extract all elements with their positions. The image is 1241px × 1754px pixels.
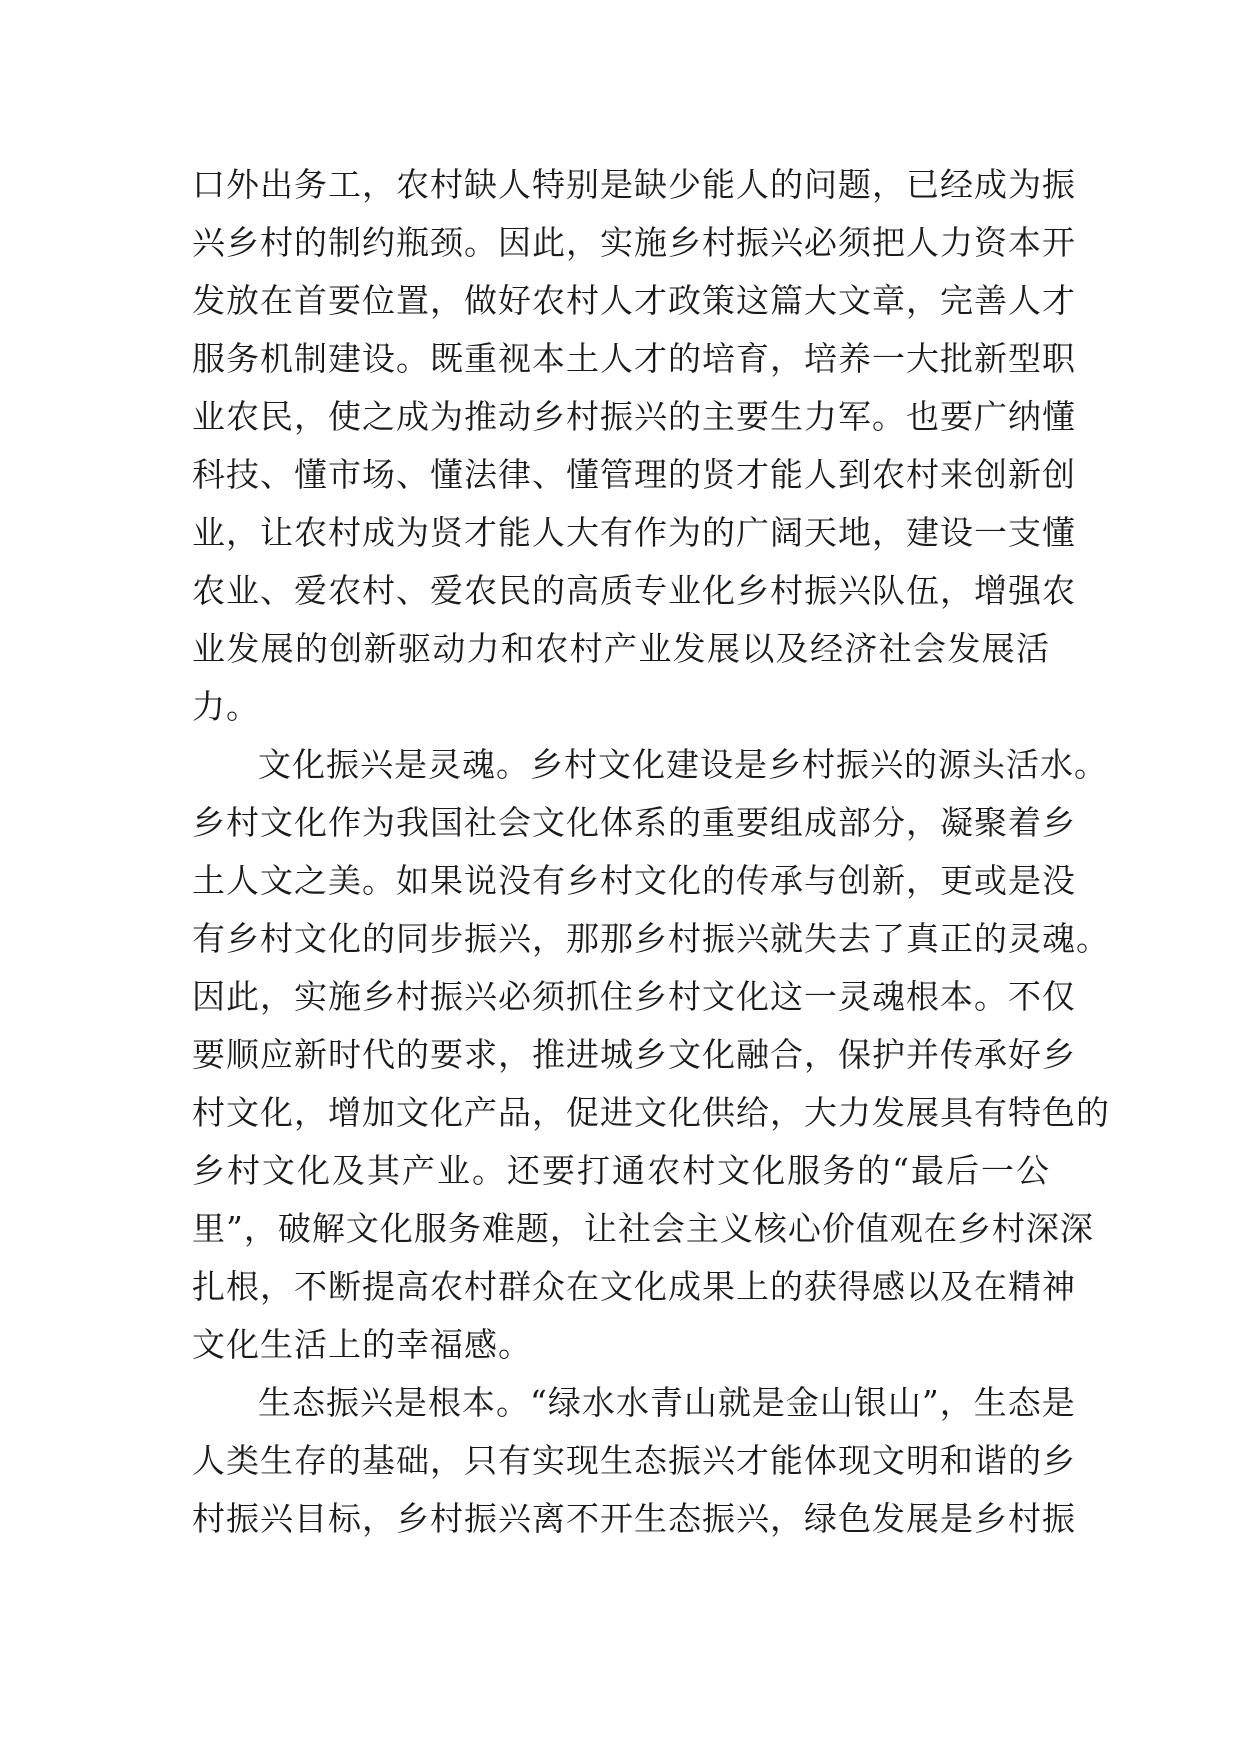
text-line: 人类生存的基础，只有实现生态振兴才能体现文明和谐的乡 bbox=[192, 1441, 1076, 1480]
text-line: 要顺应新时代的要求，推进城乡文化融合，保护并传承好乡 bbox=[192, 1035, 1076, 1074]
text-line: 村文化，增加文化产品，促进文化供给，大力发展具有特色的 bbox=[192, 1093, 1110, 1132]
text-line: 里”，破解文化服务难题，让社会主义核心价值观在乡村深深 bbox=[192, 1209, 1094, 1248]
paragraph-culture bbox=[192, 736, 1110, 1374]
text-line: 服务机制建设。既重视本土人才的培育，培养一大批新型职 bbox=[192, 339, 1076, 378]
text-line: 因此，实施乡村振兴必须抓住乡村文化这一灵魂根本。不仅 bbox=[192, 977, 1076, 1016]
text-line: 扎根，不断提高农村群众在文化成果上的获得感以及在精神 bbox=[192, 1267, 1076, 1306]
text-line: 科技、懂市场、懂法律、懂管理的贤才能人到农村来创新创 bbox=[192, 455, 1076, 494]
paragraph-ecology bbox=[192, 1374, 1076, 1548]
text-line: 文化生活上的幸福感。 bbox=[192, 1325, 532, 1364]
document-page bbox=[192, 156, 1110, 1548]
text-line: 发放在首要位置，做好农村人才政策这篇大文章，完善人才 bbox=[192, 281, 1076, 320]
text-line: 农业、爱农村、爱农民的高质专业化乡村振兴队伍，增强农 bbox=[192, 571, 1076, 610]
text-line: 村振兴目标，乡村振兴离不开生态振兴，绿色发展是乡村振 bbox=[192, 1499, 1076, 1538]
text-line: 业农民，使之成为推动乡村振兴的主要生力军。也要广纳懂 bbox=[192, 397, 1076, 436]
text-line: 口外出务工，农村缺人特别是缺少能人的问题，已经成为振 bbox=[192, 165, 1076, 204]
text-line: 土人文之美。如果说没有乡村文化的传承与创新，更或是没 bbox=[192, 861, 1076, 900]
text-line: 业，让农村成为贤才能人大有作为的广阔天地，建设一支懂 bbox=[192, 513, 1076, 552]
text-line: 生态振兴是根本。“绿水水青山就是金山银山”，生态是 bbox=[258, 1383, 1076, 1422]
text-line: 文化振兴是灵魂。乡村文化建设是乡村振兴的源头活水。 bbox=[258, 745, 1108, 784]
paragraph-talent bbox=[192, 156, 1076, 736]
text-line: 乡村文化作为我国社会文化体系的重要组成部分，凝聚着乡 bbox=[192, 803, 1076, 842]
text-line: 力。 bbox=[192, 687, 260, 726]
text-line: 有乡村文化的同步振兴，那那乡村振兴就失去了真正的灵魂。 bbox=[192, 919, 1110, 958]
text-line: 乡村文化及其产业。还要打通农村文化服务的“最后一公 bbox=[192, 1151, 1050, 1190]
text-line: 兴乡村的制约瓶颈。因此，实施乡村振兴必须把人力资本开 bbox=[192, 223, 1076, 262]
text-line: 业发展的创新驱动力和农村产业发展以及经济社会发展活 bbox=[192, 629, 1050, 668]
